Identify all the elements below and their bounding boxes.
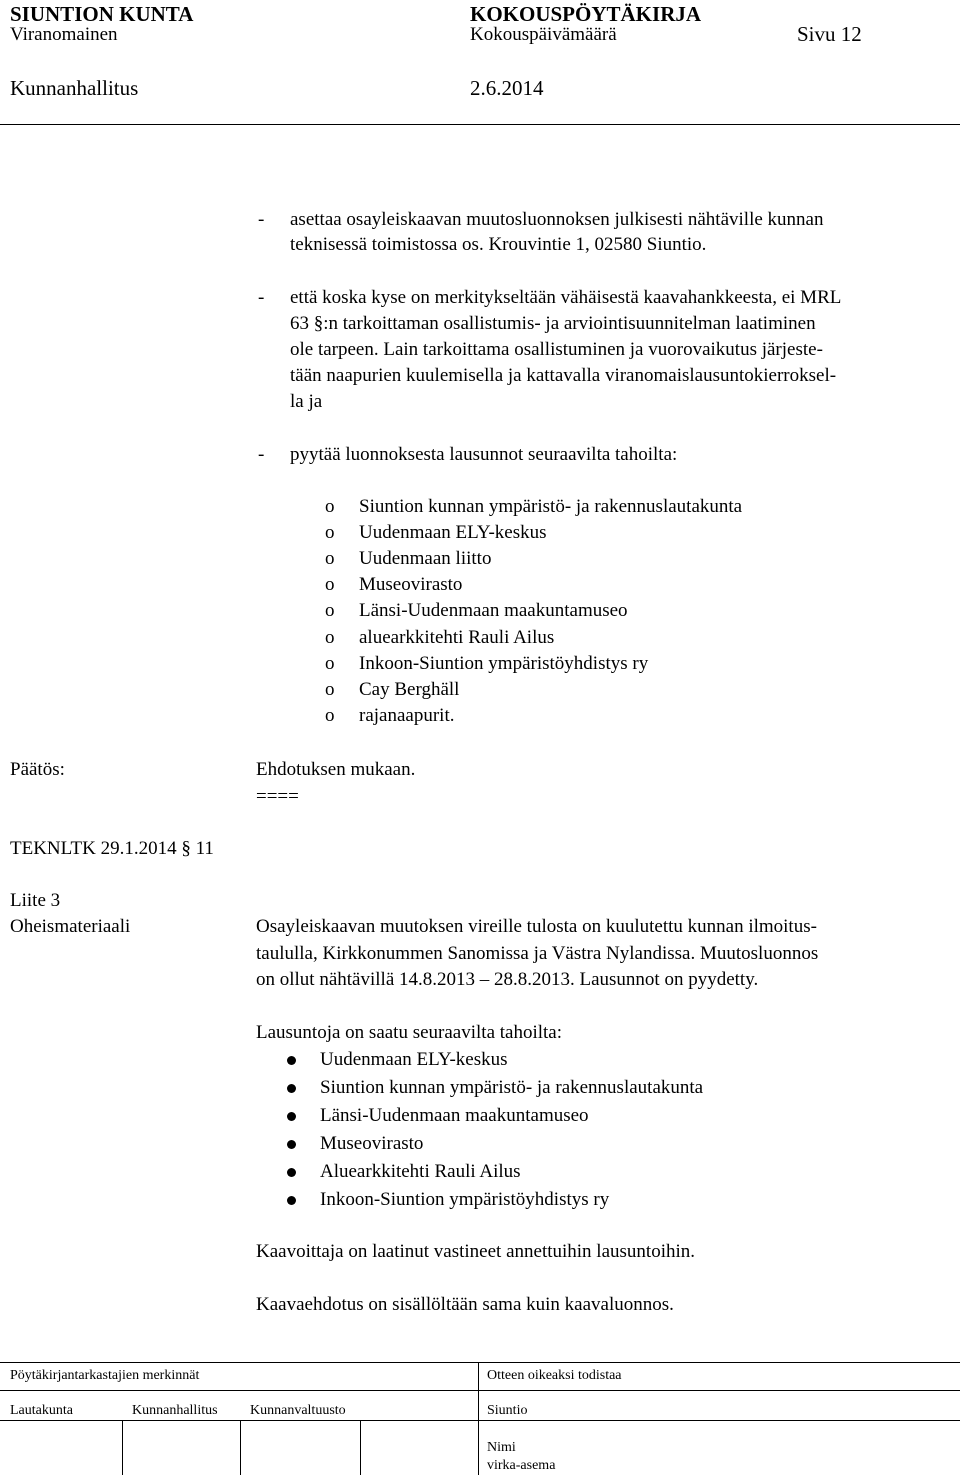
sub-marker: o: [325, 496, 335, 517]
footer-row-line: [0, 1420, 960, 1421]
copy-label: Otteen oikeaksi todistaa: [487, 1368, 622, 1383]
sub-marker: o: [325, 627, 335, 648]
statement-item: Siuntion kunnan ympäristö- ja rakennuslautakunta: [320, 1077, 704, 1098]
sub-marker: o: [325, 522, 335, 543]
footer-middle-line: [0, 1390, 960, 1391]
decision-text: Ehdotuksen mukaan.: [256, 759, 416, 780]
statement-item: Museovirasto: [320, 1133, 424, 1154]
footer-col-kunnanvaltuusto: Kunnanvaltuusto: [250, 1403, 346, 1418]
statements-intro: Lausuntoja on saatu seuraavilta tahoilta:: [256, 1022, 563, 1043]
materials-label: Oheismateriaali: [10, 916, 131, 937]
dash-marker-3: -: [258, 444, 265, 465]
sub-item: rajanaapurit.: [359, 705, 455, 726]
dash-marker-1: -: [258, 209, 265, 230]
org-name: SIUNTION KUNTA: [10, 2, 194, 26]
sub-marker: o: [325, 574, 335, 595]
section-ref: TEKNLTK 29.1.2014 § 11: [10, 838, 214, 859]
sub-marker: o: [325, 653, 335, 674]
sub-item: Inkoon-Siuntion ympäristöyhdistys ry: [359, 653, 649, 674]
dash-item-1-line-2: teknisessä toimistossa os. Krouvintie 1, 02580 Siuntio.: [290, 234, 707, 255]
footer-col-kunnanhallitus: Kunnanhallitus: [132, 1403, 218, 1418]
appendix-label: Liite 3: [10, 890, 61, 911]
sub-item: Cay Berghäll: [359, 679, 460, 700]
dash-item-2-line-5: la ja: [290, 391, 323, 412]
dash-item-2-line-2: 63 §:n tarkoittaman osallistumis- ja arviointisuunnitelman laatiminen: [290, 313, 816, 334]
dash-item-1-line-1: asettaa osayleiskaavan muutosluonnoksen julkisesti nähtäville kunnan: [290, 209, 824, 230]
authority-label: Viranomainen: [10, 24, 118, 45]
sub-item: Uudenmaan liitto: [359, 548, 492, 569]
meeting-date-label: Kokouspäivämäärä: [470, 24, 617, 45]
dash-item-2-line-1: että koska kyse on merkitykseltään vähäisestä kaavahankkeesta, ei MRL: [290, 287, 842, 308]
sub-item: Museovirasto: [359, 574, 463, 595]
footer-divider-1: [122, 1420, 123, 1475]
footer-col-lautakunta: Lautakunta: [10, 1403, 73, 1418]
footer-divider-2: [240, 1420, 241, 1475]
doc-type: KOKOUSPÖYTÄKIRJA: [470, 2, 702, 26]
statement-item: Aluearkkitehti Rauli Ailus: [320, 1161, 521, 1182]
sub-marker: o: [325, 679, 335, 700]
bullet-icon: [287, 1112, 296, 1121]
decision-label: Päätös:: [10, 759, 65, 780]
authority: Kunnanhallitus: [10, 76, 139, 100]
bullet-icon: [287, 1056, 296, 1065]
statement-item: Inkoon-Siuntion ympäristöyhdistys ry: [320, 1189, 610, 1210]
footer-place: Siuntio: [487, 1403, 528, 1418]
closing-text-2: Kaavaehdotus on sisällöltään sama kuin kaavaluonnos.: [256, 1294, 674, 1315]
sub-item: Länsi-Uudenmaan maakuntamuseo: [359, 600, 628, 621]
sub-item: Siuntion kunnan ympäristö- ja rakennuslautakunta: [359, 496, 743, 517]
reviewers-label: Pöytäkirjantarkastajien merkinnät: [10, 1368, 200, 1383]
appendix-paragraph-line-1: Osayleiskaavan muutoksen vireille tulosta on kuulutettu kunnan ilmoitus-: [256, 916, 817, 937]
sub-item: Uudenmaan ELY-keskus: [359, 522, 547, 543]
meeting-date: 2.6.2014: [470, 76, 544, 100]
header-divider: [0, 124, 960, 125]
dash-marker-2: -: [258, 287, 265, 308]
dash-item-2-line-3: ole tarpeen. Lain tarkoittama osallistuminen ja vuorovaikutus järjeste-: [290, 339, 823, 360]
closing-text-1: Kaavoittaja on laatinut vastineet annettuihin lausuntoihin.: [256, 1241, 696, 1262]
sub-marker: o: [325, 548, 335, 569]
statement-item: Länsi-Uudenmaan maakuntamuseo: [320, 1105, 589, 1126]
page-number: Sivu 12: [797, 22, 862, 46]
footer-divider-3: [360, 1420, 361, 1475]
statement-item: Uudenmaan ELY-keskus: [320, 1049, 508, 1070]
appendix-paragraph-line-2: taululla, Kirkkonummen Sanomissa ja Västra Nylandissa. Muutosluonnos: [256, 943, 819, 964]
appendix-paragraph-line-3: on ollut nähtävillä 14.8.2013 – 28.8.2013. Lausunnot on pyydetty.: [256, 969, 759, 990]
sub-marker: o: [325, 705, 335, 726]
bullet-icon: [287, 1168, 296, 1177]
footer-title-label: virka-asema: [487, 1458, 556, 1473]
bullet-icon: [287, 1196, 296, 1205]
sub-marker: o: [325, 600, 335, 621]
sub-item: aluearkkitehti Rauli Ailus: [359, 627, 555, 648]
dash-item-2-line-4: tään naapurien kuulemisella ja kattavalla viranomaislausuntokierroksel-: [290, 365, 837, 386]
footer-divider-4: [478, 1362, 479, 1475]
footer-name-label: Nimi: [487, 1440, 516, 1455]
footer-top-line: [0, 1362, 960, 1363]
decision-separator: ====: [256, 786, 299, 807]
dash-item-3-line-1: pyytää luonnoksesta lausunnot seuraavilta tahoilta:: [290, 444, 678, 465]
bullet-icon: [287, 1084, 296, 1093]
bullet-icon: [287, 1140, 296, 1149]
